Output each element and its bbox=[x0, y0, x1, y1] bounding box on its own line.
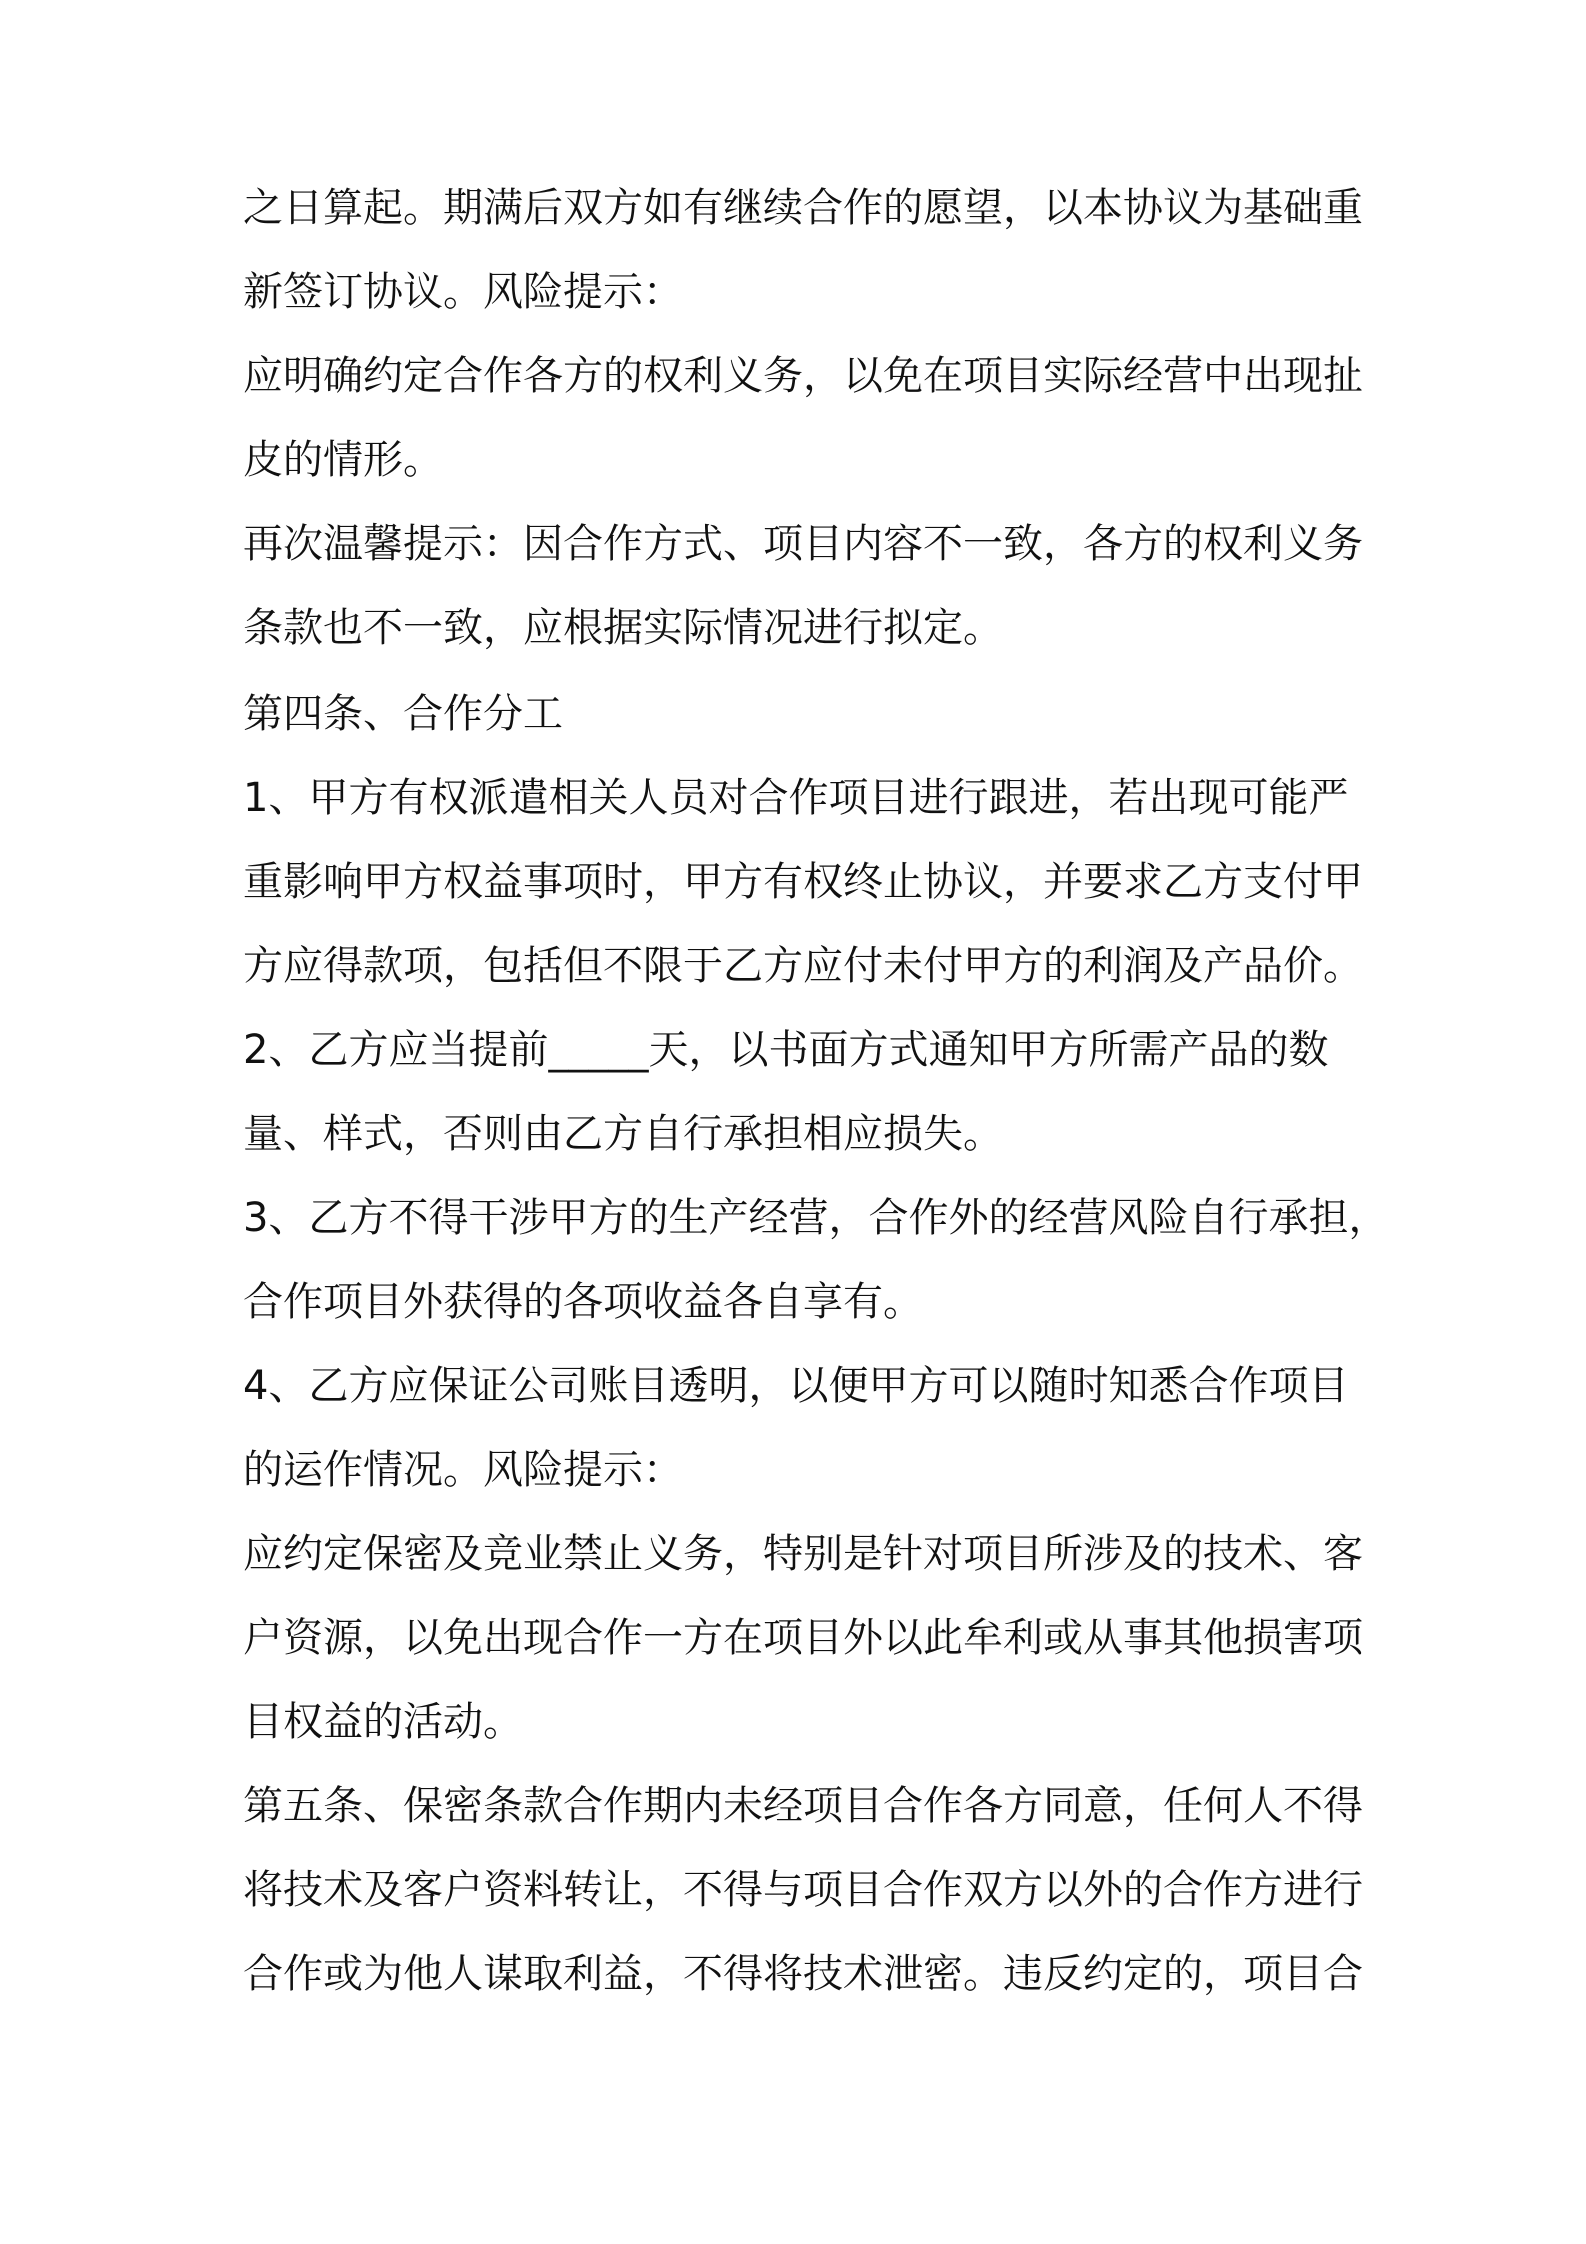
text-line: 将技术及客户资料转让，不得与项目合作双方以外的合作方进行 bbox=[243, 1867, 1363, 1913]
text-line: 应明确约定合作各方的权利义务，以免在项目实际经营中出现扯 bbox=[243, 353, 1363, 399]
section-heading: 第四条、合作分工 bbox=[243, 691, 563, 737]
text-line: 3、乙方不得干涉甲方的生产经营，合作外的经营风险自行承担， bbox=[243, 1195, 1389, 1241]
text-line: 户资源，以免出现合作一方在项目外以此牟利或从事其他损害项 bbox=[243, 1615, 1363, 1661]
text-line: 1、甲方有权派遣相关人员对合作项目进行跟进，若出现可能严 bbox=[243, 775, 1349, 821]
text-line: 条款也不一致，应根据实际情况进行拟定。 bbox=[243, 605, 1003, 651]
text-line: 之日算起。期满后双方如有继续合作的愿望，以本协议为基础重 bbox=[243, 185, 1363, 231]
text-line: 2、乙方应当提前_____天，以书面方式通知甲方所需产品的数 bbox=[243, 1027, 1329, 1073]
text-line: 的运作情况。风险提示： bbox=[243, 1447, 683, 1493]
text-line: 目权益的活动。 bbox=[243, 1699, 523, 1745]
text-line: 应约定保密及竞业禁止义务，特别是针对项目所涉及的技术、客 bbox=[243, 1531, 1363, 1577]
text-line: 再次温馨提示：因合作方式、项目内容不一致，各方的权利义务 bbox=[243, 521, 1363, 567]
text-line: 量、样式，否则由乙方自行承担相应损失。 bbox=[243, 1111, 1003, 1157]
text-line: 合作或为他人谋取利益，不得将技术泄密。违反约定的，项目合 bbox=[243, 1951, 1363, 1997]
text-line: 合作项目外获得的各项收益各自享有。 bbox=[243, 1279, 923, 1325]
text-line: 皮的情形。 bbox=[243, 437, 443, 483]
text-line: 新签订协议。风险提示： bbox=[243, 269, 683, 315]
text-line: 第五条、保密条款合作期内未经项目合作各方同意，任何人不得 bbox=[243, 1783, 1363, 1829]
text-line: 4、乙方应保证公司账目透明，以便甲方可以随时知悉合作项目 bbox=[243, 1363, 1349, 1409]
text-line: 重影响甲方权益事项时，甲方有权终止协议，并要求乙方支付甲 bbox=[243, 859, 1363, 905]
text-line: 方应得款项，包括但不限于乙方应付未付甲方的利润及产品价。 bbox=[243, 943, 1363, 989]
